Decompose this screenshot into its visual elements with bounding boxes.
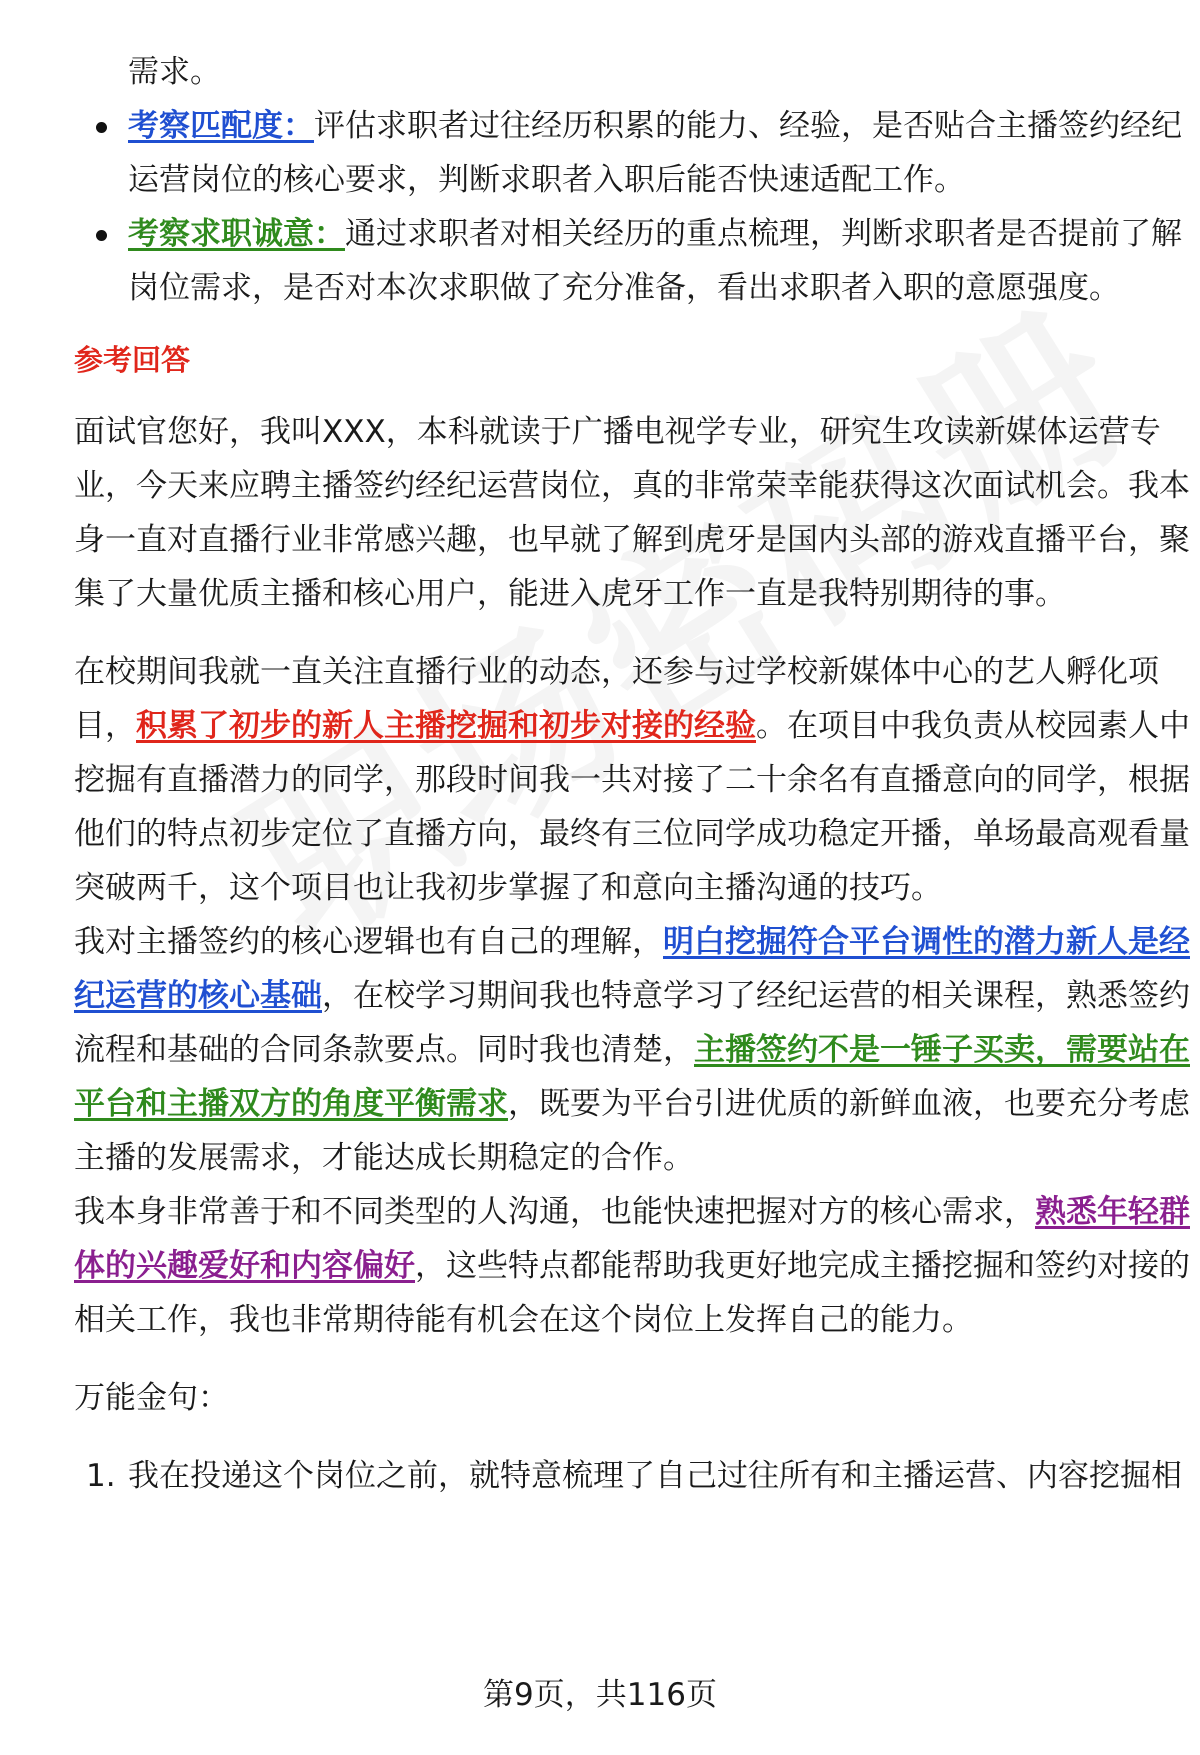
bullet-2-keyword: 考察求职诚意：	[128, 216, 345, 252]
para-2-text: 。在项目中我负责从校园素人中	[756, 708, 1190, 744]
bullet-1-line-1	[128, 106, 1182, 146]
para-4-line: 相关工作，我也非常期待能有机会在这个岗位上发挥自己的能力。	[74, 1302, 973, 1338]
para-3-text: 流程和基础的合同条款要点。同时我也清楚，	[74, 1032, 694, 1068]
para-1-line: 集了大量优质主播和核心用户，能进入虎牙工作一直是我特别期待的事。	[74, 576, 1066, 612]
list-number: 1.	[86, 1458, 116, 1494]
para-2-line: 挖掘有直播潜力的同学，那段时间我一共对接了二十余名有直播意向的同学，根据	[74, 762, 1190, 798]
page-footer: 第9页，共116页	[483, 1677, 717, 1713]
para-2-highlight: 积累了初步的新人主播挖掘和初步对接的经验	[136, 708, 756, 744]
bullet-2-line-2: 岗位需求，是否对本次求职做了充分准备，看出求职者入职的意愿强度。	[128, 270, 1120, 306]
para-3-text: 我对主播签约的核心逻辑也有自己的理解，	[74, 924, 663, 960]
para-3-highlight: 明白挖掘符合平台调性的潜力新人是经	[663, 924, 1190, 960]
para-3-highlight: 主播签约不是一锤子买卖，需要站在	[694, 1032, 1190, 1068]
para-4-text: ，这些特点都能帮助我更好地完成主播挖掘和签约对接的	[415, 1248, 1190, 1284]
para-3-text: ，既要为平台引进优质的新鲜血液，也要充分考虑	[508, 1086, 1190, 1122]
para-4-text: 我本身非常善于和不同类型的人沟通，也能快速把握对方的核心需求，	[74, 1194, 1035, 1230]
para-3-line	[74, 976, 1190, 1016]
bullet-1-keyword: 考察匹配度：	[128, 108, 314, 144]
para-2-line: 突破两千，这个项目也让我初步掌握了和意向主播沟通的技巧。	[74, 870, 942, 906]
para-2-line: 他们的特点初步定位了直播方向，最终有三位同学成功稳定开播，单场最高观看量	[74, 816, 1190, 852]
section-heading: 参考回答	[74, 343, 191, 377]
para-4-highlight: 体的兴趣爱好和内容偏好	[74, 1248, 415, 1284]
para-4-line	[74, 1192, 1190, 1232]
bullet-1-line-2: 运营岗位的核心要求，判断求职者入职后能否快速适配工作。	[128, 162, 965, 198]
intro-tail-text: 需求。	[128, 54, 221, 90]
bullet-dot	[96, 230, 107, 241]
bullet-2-text: 通过求职者对相关经历的重点梳理，判断求职者是否提前了解	[345, 216, 1182, 252]
para-3-highlight: 平台和主播双方的角度平衡需求	[74, 1086, 508, 1122]
para-4-line	[74, 1246, 1190, 1286]
golden-sentences-label: 万能金句：	[74, 1380, 229, 1416]
bullet-dot	[96, 122, 107, 133]
para-1-line: 业，今天来应聘主播签约经纪运营岗位，真的非常荣幸能获得这次面试机会。我本	[74, 468, 1190, 504]
para-3-text: ，在校学习期间我也特意学习了经纪运营的相关课程，熟悉签约	[322, 978, 1190, 1014]
para-4-highlight: 熟悉年轻群	[1035, 1194, 1190, 1230]
para-2-text: 目，	[74, 708, 136, 744]
para-1-line: 面试官您好，我叫XXX，本科就读于广播电视学专业，研究生攻读新媒体运营专	[74, 414, 1161, 450]
para-3-line	[74, 922, 1190, 962]
list-item: 我在投递这个岗位之前，就特意梳理了自己过往所有和主播运营、内容挖掘相	[128, 1458, 1182, 1494]
para-3-line	[74, 1030, 1190, 1070]
para-3-highlight: 纪运营的核心基础	[74, 978, 322, 1014]
para-2-line	[74, 706, 1190, 746]
bullet-1-text: 评估求职者过往经历积累的能力、经验，是否贴合主播签约经纪	[314, 108, 1182, 144]
para-1-line: 身一直对直播行业非常感兴趣，也早就了解到虎牙是国内头部的游戏直播平台，聚	[74, 522, 1190, 558]
bullet-2-line-1	[128, 214, 1182, 254]
para-2-line: 在校期间我就一直关注直播行业的动态，还参与过学校新媒体中心的艺人孵化项	[74, 654, 1159, 690]
para-3-line: 主播的发展需求，才能达成长期稳定的合作。	[74, 1140, 694, 1176]
para-3-line	[74, 1084, 1190, 1124]
